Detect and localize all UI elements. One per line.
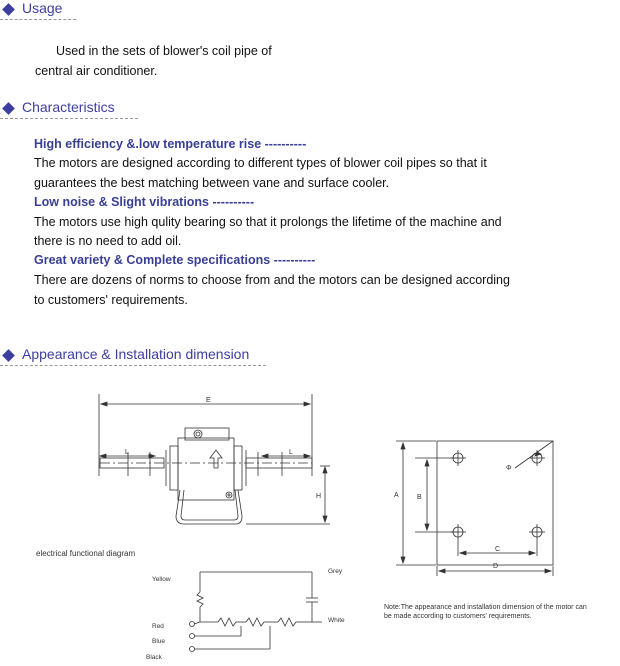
wire-label-blue: Blue xyxy=(152,638,166,645)
diamond-bullet-icon xyxy=(2,102,15,115)
dim-label-h: H xyxy=(316,493,322,500)
usage-divider xyxy=(0,19,76,20)
feature-text-3a: There are dozens of norms to choose from and the motors can be designed according xyxy=(34,273,510,287)
dim-label-d: D xyxy=(493,563,499,570)
wire-label-yellow: Yellow xyxy=(152,576,171,583)
wiring-caption: electrical functional diagram xyxy=(36,549,136,558)
diamond-bullet-icon xyxy=(2,3,15,16)
wire-label-black: Black xyxy=(146,654,162,661)
mounting-plate-view xyxy=(394,441,553,576)
feature-title-1: High efficiency &.low temperature rise ---------- xyxy=(34,137,307,151)
wire-label-red: Red xyxy=(152,623,164,630)
characteristics-divider xyxy=(0,118,138,119)
feature-title-3: Great variety & Complete specifications ---------- xyxy=(34,253,316,267)
appearance-heading: Appearance & Installation dimension xyxy=(22,346,250,362)
dim-label-a: A xyxy=(394,492,399,499)
feature-text-2b: there is no need to add oil. xyxy=(34,234,182,248)
dim-label-l-right: L xyxy=(289,449,293,456)
note-line-2: be made according to customers' requirements. xyxy=(384,613,532,620)
usage-line-2: central air conditioner. xyxy=(35,64,158,78)
installation-drawing xyxy=(0,366,620,666)
feature-text-3b: to customers' requirements. xyxy=(34,293,188,307)
usage-line-1: Used in the sets of blower's coil pipe of xyxy=(56,44,272,58)
dim-label-b: B xyxy=(417,494,422,501)
feature-text-1b: guarantees the best matching between vane and surface cooler. xyxy=(34,176,390,190)
wire-label-white: White xyxy=(328,617,345,624)
feature-text-1a: The motors are designed according to different types of blower coil pipes so that it xyxy=(34,156,487,170)
usage-heading: Usage xyxy=(22,0,63,16)
feature-text-2a: The motors use high qulity bearing so that it prolongs the lifetime of the machine and xyxy=(34,215,502,229)
wire-label-grey: Grey xyxy=(328,568,343,575)
feature-title-2: Low noise & Slight vibrations ---------- xyxy=(34,195,255,209)
dim-label-l-left: L xyxy=(125,449,129,456)
motor-side-view xyxy=(99,394,330,524)
dim-label-c: C xyxy=(495,546,501,553)
diamond-bullet-icon xyxy=(2,349,15,362)
characteristics-heading: Characteristics xyxy=(22,99,115,115)
dim-label-e: E xyxy=(206,397,211,404)
wiring-diagram xyxy=(36,549,345,661)
dim-label-phi: Φ xyxy=(506,465,512,472)
note-line-1: Note:The appearance and installation dimension of the motor can xyxy=(384,604,587,611)
